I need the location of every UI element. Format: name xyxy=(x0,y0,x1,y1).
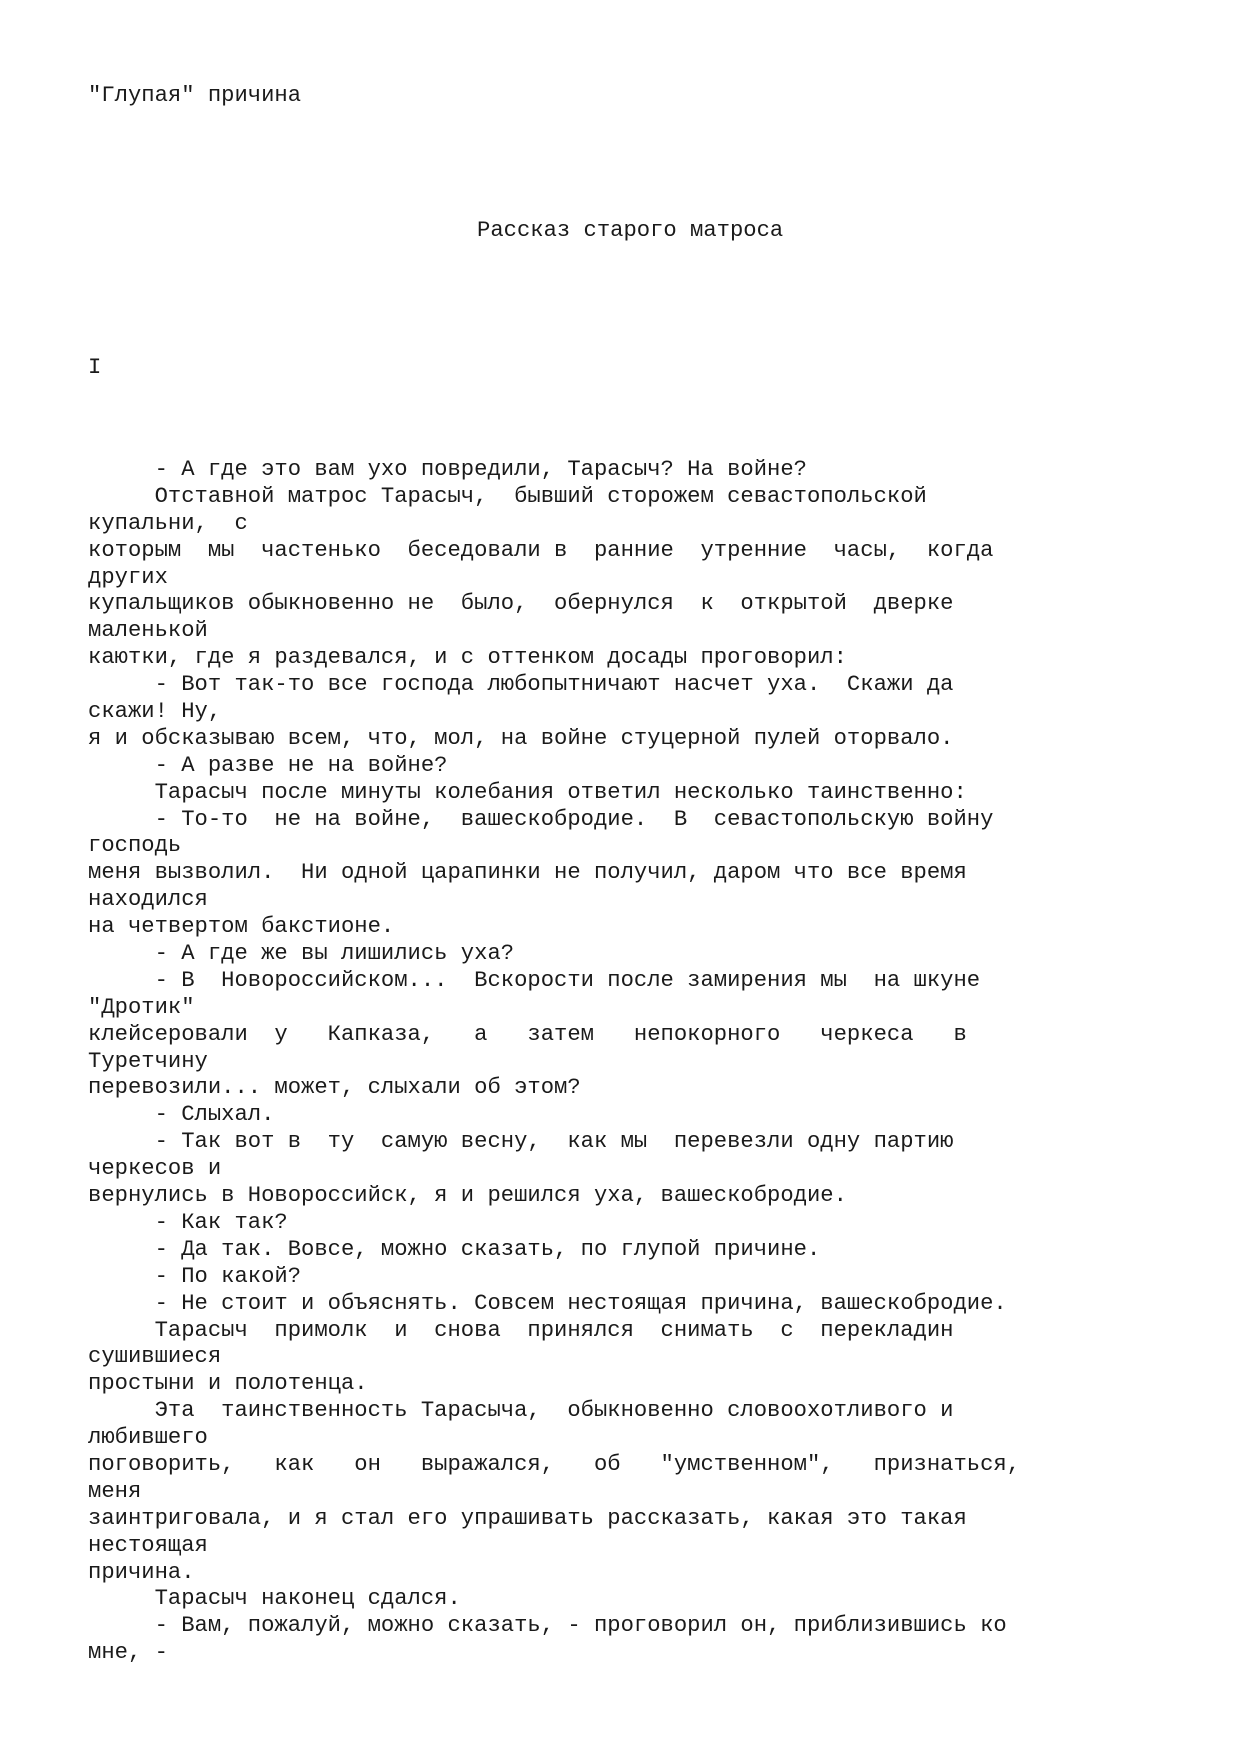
text-line: простыни и полотенца. xyxy=(88,1371,368,1397)
text-line: господь xyxy=(88,833,182,859)
text-line: скажи! Ну, xyxy=(88,699,222,725)
text-line: заинтриговала, и я стал его упрашивать рассказать, какая это такая xyxy=(88,1505,967,1531)
text-line: причина. xyxy=(88,1559,195,1585)
text-line: клейсеровали у Капказа, а затем непокорного черкеса в xyxy=(88,1021,967,1047)
text-line: Туретчину xyxy=(88,1048,208,1074)
text-line: - Как так? xyxy=(88,1209,288,1235)
text-line: - То-то не на войне, вашескобродие. В севастопольскую войну xyxy=(88,806,994,832)
text-line: - Не стоит и объяснять. Совсем нестоящая причина, вашескобродие. xyxy=(88,1290,1007,1316)
text-line: на четвертом бакстионе. xyxy=(88,914,395,940)
text-line: я и обсказываю всем, что, мол, на войне стуцерной пулей оторвало. xyxy=(88,725,954,751)
text-line: черкесов и xyxy=(88,1156,222,1182)
text-line: Тарасыч наконец сдался. xyxy=(88,1586,461,1612)
text-line: - Слыхал. xyxy=(88,1102,275,1128)
text-line: Тарасыч после минуты колебания ответил несколько таинственно: xyxy=(88,779,967,805)
text-line: сушившиеся xyxy=(88,1344,222,1370)
text-line: перевозили... может, слыхали об этом? xyxy=(88,1075,581,1101)
text-line: - А где это вам ухо повредили, Тарасыч? На войне? xyxy=(88,457,807,482)
text-line: - А где же вы лишились уха? xyxy=(88,941,515,967)
text-line: каютки, где я раздевался, и с оттенком досады проговорил: xyxy=(88,645,847,671)
text-line: Эта таинственность Тарасыча, обыкновенно словоохотливого и xyxy=(88,1398,954,1424)
document-title: "Глупая" причина xyxy=(88,83,302,108)
chapter-number: I xyxy=(88,355,102,380)
text-line: находился xyxy=(88,887,208,913)
text-line: вернулись в Новороссийск, я и решился уха, вашескобродие. xyxy=(88,1183,847,1209)
text-line: купальщиков обыкновенно не было, обернулся к открытой дверке xyxy=(88,591,954,617)
text-line: купальни, с xyxy=(88,510,248,536)
text-line: - Так вот в ту самую весну, как мы перевезли одну партию xyxy=(88,1129,954,1155)
text-line: меня вызволил. Ни одной царапинки не получил, даром что все время xyxy=(88,860,967,886)
text-line: маленькой xyxy=(88,618,208,644)
text-line: поговорить, как он выражался, об "умственном", признаться, xyxy=(88,1451,1021,1477)
story-body-text xyxy=(88,457,1198,1667)
text-line: - В Новороссийском... Вскорости после замирения мы на шкуне xyxy=(88,967,981,993)
text-line: меня xyxy=(88,1478,142,1504)
text-line: Тарасыч примолк и снова принялся снимать с перекладин xyxy=(88,1317,954,1343)
text-line: - Вот так-то все господа любопытничают насчет уха. Скажи да xyxy=(88,672,954,698)
text-line: - Да так. Вовсе, можно сказать, по глупой причине. xyxy=(88,1236,821,1262)
text-line: - А разве не на войне? xyxy=(88,752,448,778)
text-line: нестоящая xyxy=(88,1532,208,1558)
text-line: - По какой? xyxy=(88,1263,302,1289)
text-line: мне, - xyxy=(88,1640,168,1666)
document-subtitle: Рассказ старого матроса xyxy=(477,218,784,243)
text-line: любившего xyxy=(88,1425,208,1451)
text-line: "Дротик" xyxy=(88,994,195,1020)
text-line: которым мы частенько беседовали в ранние утренние часы, когда xyxy=(88,537,994,563)
text-line: Отставной матрос Тарасыч, бывший сторожем севастопольской xyxy=(88,483,927,509)
text-line: других xyxy=(88,564,168,590)
text-line: - Вам, пожалуй, можно сказать, - проговорил он, приблизившись ко xyxy=(88,1613,1007,1639)
